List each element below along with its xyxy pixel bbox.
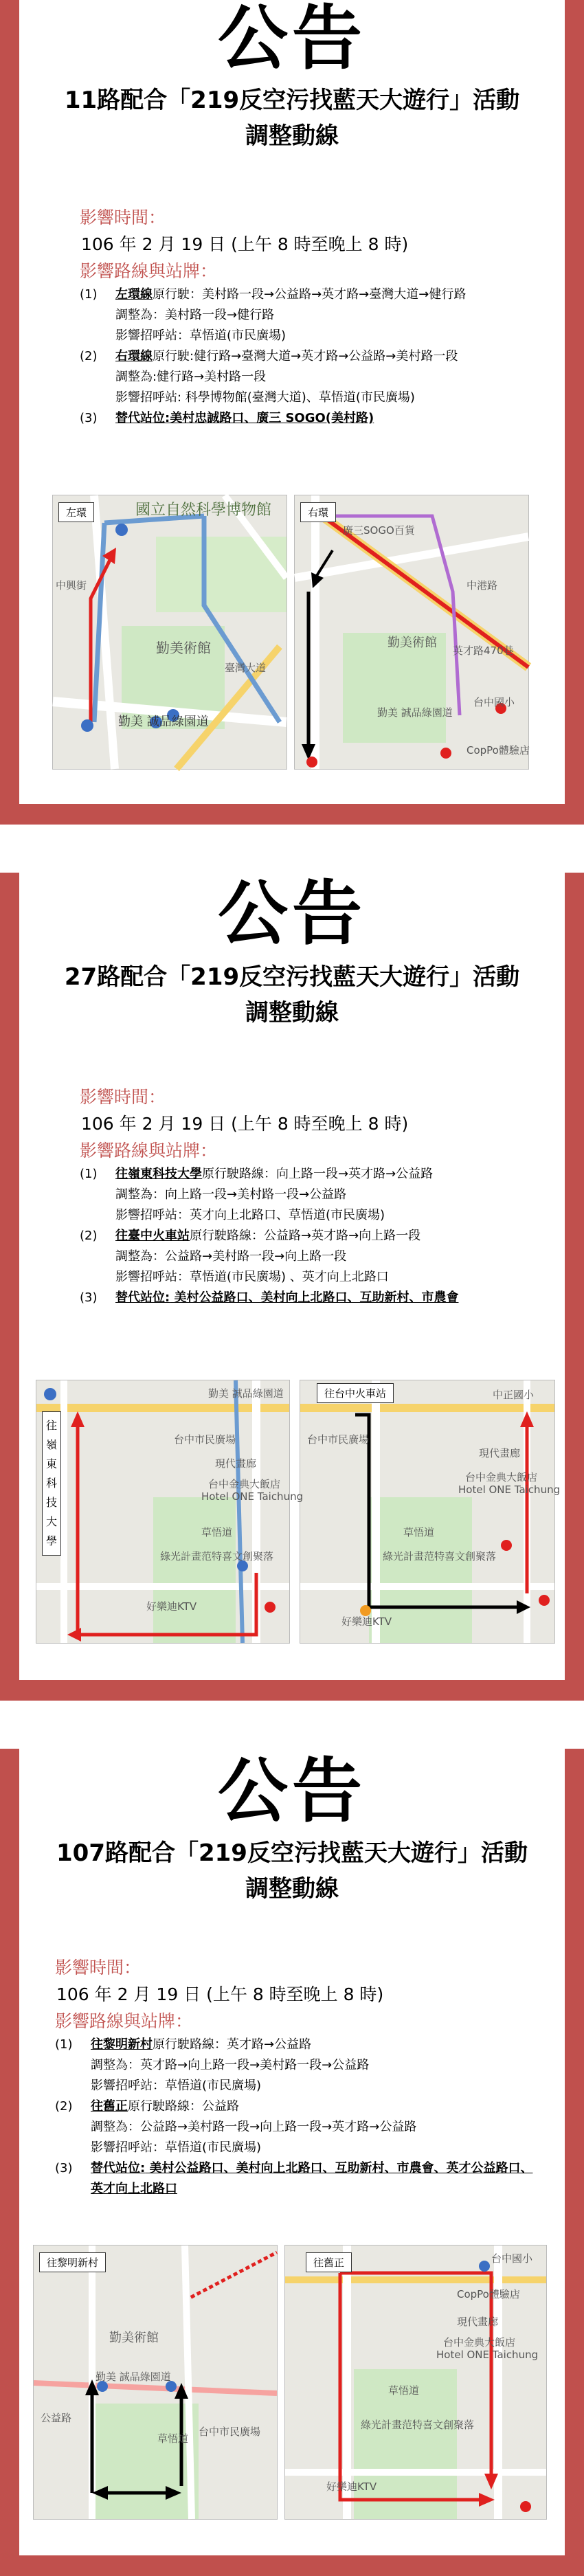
list-item-detail: 調整為：公益路→美村路一段→向上路一段→英才路→公益路 [91,2120,417,2134]
notice-panel [19,873,565,1680]
list-item-detail: 影響招呼站：草悟道(市民廣場) [91,2140,262,2155]
map-place: 勤美術館 [109,2331,159,2345]
map-place: 綠光計畫范特喜文創聚落 [361,2419,475,2431]
notice-card [0,873,584,1701]
map-place: CopPo體驗店 [457,2288,520,2300]
notice-heading: 公告 [218,1751,366,1833]
notice-title-line2: 調整動線 [245,122,339,150]
list-item: (2) 往臺中火車站原行駛路線：公益路→英才路→向上路一段 [80,1229,421,1243]
map-place: 草悟道 [157,2432,189,2445]
map-place: 中興街 [56,579,87,592]
notice-panel [19,0,565,804]
map-label: 往黎明新村 [39,2252,106,2272]
routes-label: 影響路線與站牌： [55,2011,193,2031]
notice-title-line2: 調整動線 [245,1875,339,1903]
map-place: 草悟道 [388,2384,420,2397]
list-item: (1) 往黎明新村原行駛路線：英才路→公益路 [55,2037,312,2052]
map-place: 勤美術館 [388,636,437,650]
map-place: 中正國小 [493,1389,535,1401]
map-place: 台中國小 [491,2252,533,2265]
route-map-left [33,2245,278,2520]
route-map-right [300,1380,561,1644]
list-item: (2) 往舊正原行駛路線：公益路 [55,2099,239,2114]
route-map-right [294,495,529,770]
map-place: 草悟道 [403,1526,435,1538]
notice-card [0,0,584,825]
map-place: 國立自然科學博物館 [135,502,272,519]
map-place: 台中國小 [473,696,515,708]
map-place: 台中金典大飯店 [208,1478,281,1490]
map-place: 公益路 [41,2412,72,2424]
map-place: 勤美 誠品綠園道 [208,1387,284,1400]
list-item-detail: 影響招呼站：英才向上北路口、草悟道(市民廣場) [115,1208,385,1222]
list-item: (1) 往嶺東科技大學原行駛路線：向上路一段→英才路→公益路 [80,1167,434,1181]
map-place: 台中金典大飯店 [465,1471,538,1483]
notice-title-line2: 調整動線 [245,999,339,1027]
map-place: Hotel ONE Taichung [201,1490,304,1503]
map-place: 台中市民廣場 [174,1433,236,1446]
notice-card [0,1749,584,2576]
map-place: 綠光計畫范特喜文創聚落 [383,1550,497,1563]
map-place: 勤美術館 [156,640,211,656]
map-label: 往舊正 [306,2252,352,2272]
list-item-detail: 影響招呼站: 科學博物館(臺灣大道)、草悟道(市民廣場) [115,390,415,405]
notice-heading: 公告 [218,873,366,955]
list-item: (3) 替代站位: 美村公益路口、美村向上北路口、互助新村、市農會、英才公益路口、英才向上北路口 [55,2161,533,2196]
map-place: 台中市民廣場 [307,1433,370,1446]
list-item-detail: 影響招呼站：草悟道(市民廣場) [115,328,287,343]
map-place: CopPo體驗店 [467,744,530,757]
list-item-detail: 調整為：英才路→向上路一段→美村路一段→公益路 [91,2058,370,2072]
list-item-detail: 調整為：向上路一段→美村路一段→公益路 [115,1187,347,1202]
routes-label: 影響路線與站牌： [80,1141,218,1161]
map-place: 廣三SOGO百貨 [343,524,415,537]
notice-heading: 公告 [218,0,366,80]
map-place: 好樂迪KTV [146,1600,197,1613]
notice-title: 107路配合「219反空污找藍天大遊行」活動 [56,1839,528,1867]
list-item: (2) 右環線原行駛:健行路→臺灣大道→英才路→公益路→美村路一段 [80,349,458,363]
map-label: 左環 [58,502,94,522]
date-text: 106 年 2 月 19 日 (上午 8 時至晚上 8 時) [56,1984,384,2004]
map-place: Hotel ONE Taichung [458,1483,561,1496]
notice-title: 11路配合「219反空污找藍天大遊行」活動 [64,87,520,114]
map-place: 英才路470巷 [453,645,514,657]
map-place: 草悟道 [201,1526,233,1538]
list-item-detail: 調整為：公益路→美村路一段→向上路一段 [115,1249,347,1264]
list-item-detail: 調整為:健行路→美村路一段 [115,370,267,384]
list-item-detail: 影響招呼站：草悟道(市民廣場) [91,2079,262,2093]
map-place: 中港路 [467,579,498,592]
map-place: 綠光計畫范特喜文創聚落 [160,1550,274,1563]
route-map-left [36,1380,304,1644]
routes-label: 影響路線與站牌： [80,261,218,281]
map-place: 勤美 誠品綠園道 [96,2371,171,2383]
map-place: 台中市民廣場 [199,2426,261,2438]
list-item: (3) 替代站位:美村忠誠路口、廣三 SOGO(美村路) [80,411,374,425]
route-map-right [284,2245,547,2520]
time-label: 影響時間： [80,1087,166,1107]
list-item-detail: 調整為：美村路一段→健行路 [115,308,275,322]
map-place: 台中金典大飯店 [443,2336,516,2349]
map-place: 好樂迪KTV [341,1615,392,1628]
map-place: 好樂迪KTV [326,2480,377,2493]
list-item: (3) 替代站位: 美村公益路口、美村向上北路口、互助新村、市農會 [80,1290,459,1305]
map-label: 往嶺東科技大學 [42,1411,61,1556]
map-label: 右環 [300,502,336,522]
notice-panel [19,1749,565,2555]
route-map-left [52,495,287,770]
time-label: 影響時間： [80,208,166,227]
map-place: Hotel ONE Taichung [436,2349,539,2361]
map-place: 現代畫廊 [215,1457,257,1470]
date-text: 106 年 2 月 19 日 (上午 8 時至晚上 8 時) [81,234,409,254]
time-label: 影響時間： [55,1958,142,1978]
map-place: 勤美 誠品綠園道 [377,706,453,719]
map-place: 臺灣大道 [225,662,267,674]
notice-title: 27路配合「219反空污找藍天大遊行」活動 [64,963,520,991]
map-place: 勤美 誠品綠園道 [118,715,209,729]
map-place: 現代畫廊 [457,2316,499,2328]
list-item: (1) 左環線原行駛：美村路一段→公益路→英才路→臺灣大道→健行路 [80,287,467,302]
date-text: 106 年 2 月 19 日 (上午 8 時至晚上 8 時) [81,1114,409,1134]
map-place: 現代畫廊 [479,1447,521,1459]
list-item-detail: 影響招呼站：草悟道(市民廣場) 、英才向上北路口 [115,1270,389,1284]
map-label: 往台中火車站 [317,1383,394,1403]
